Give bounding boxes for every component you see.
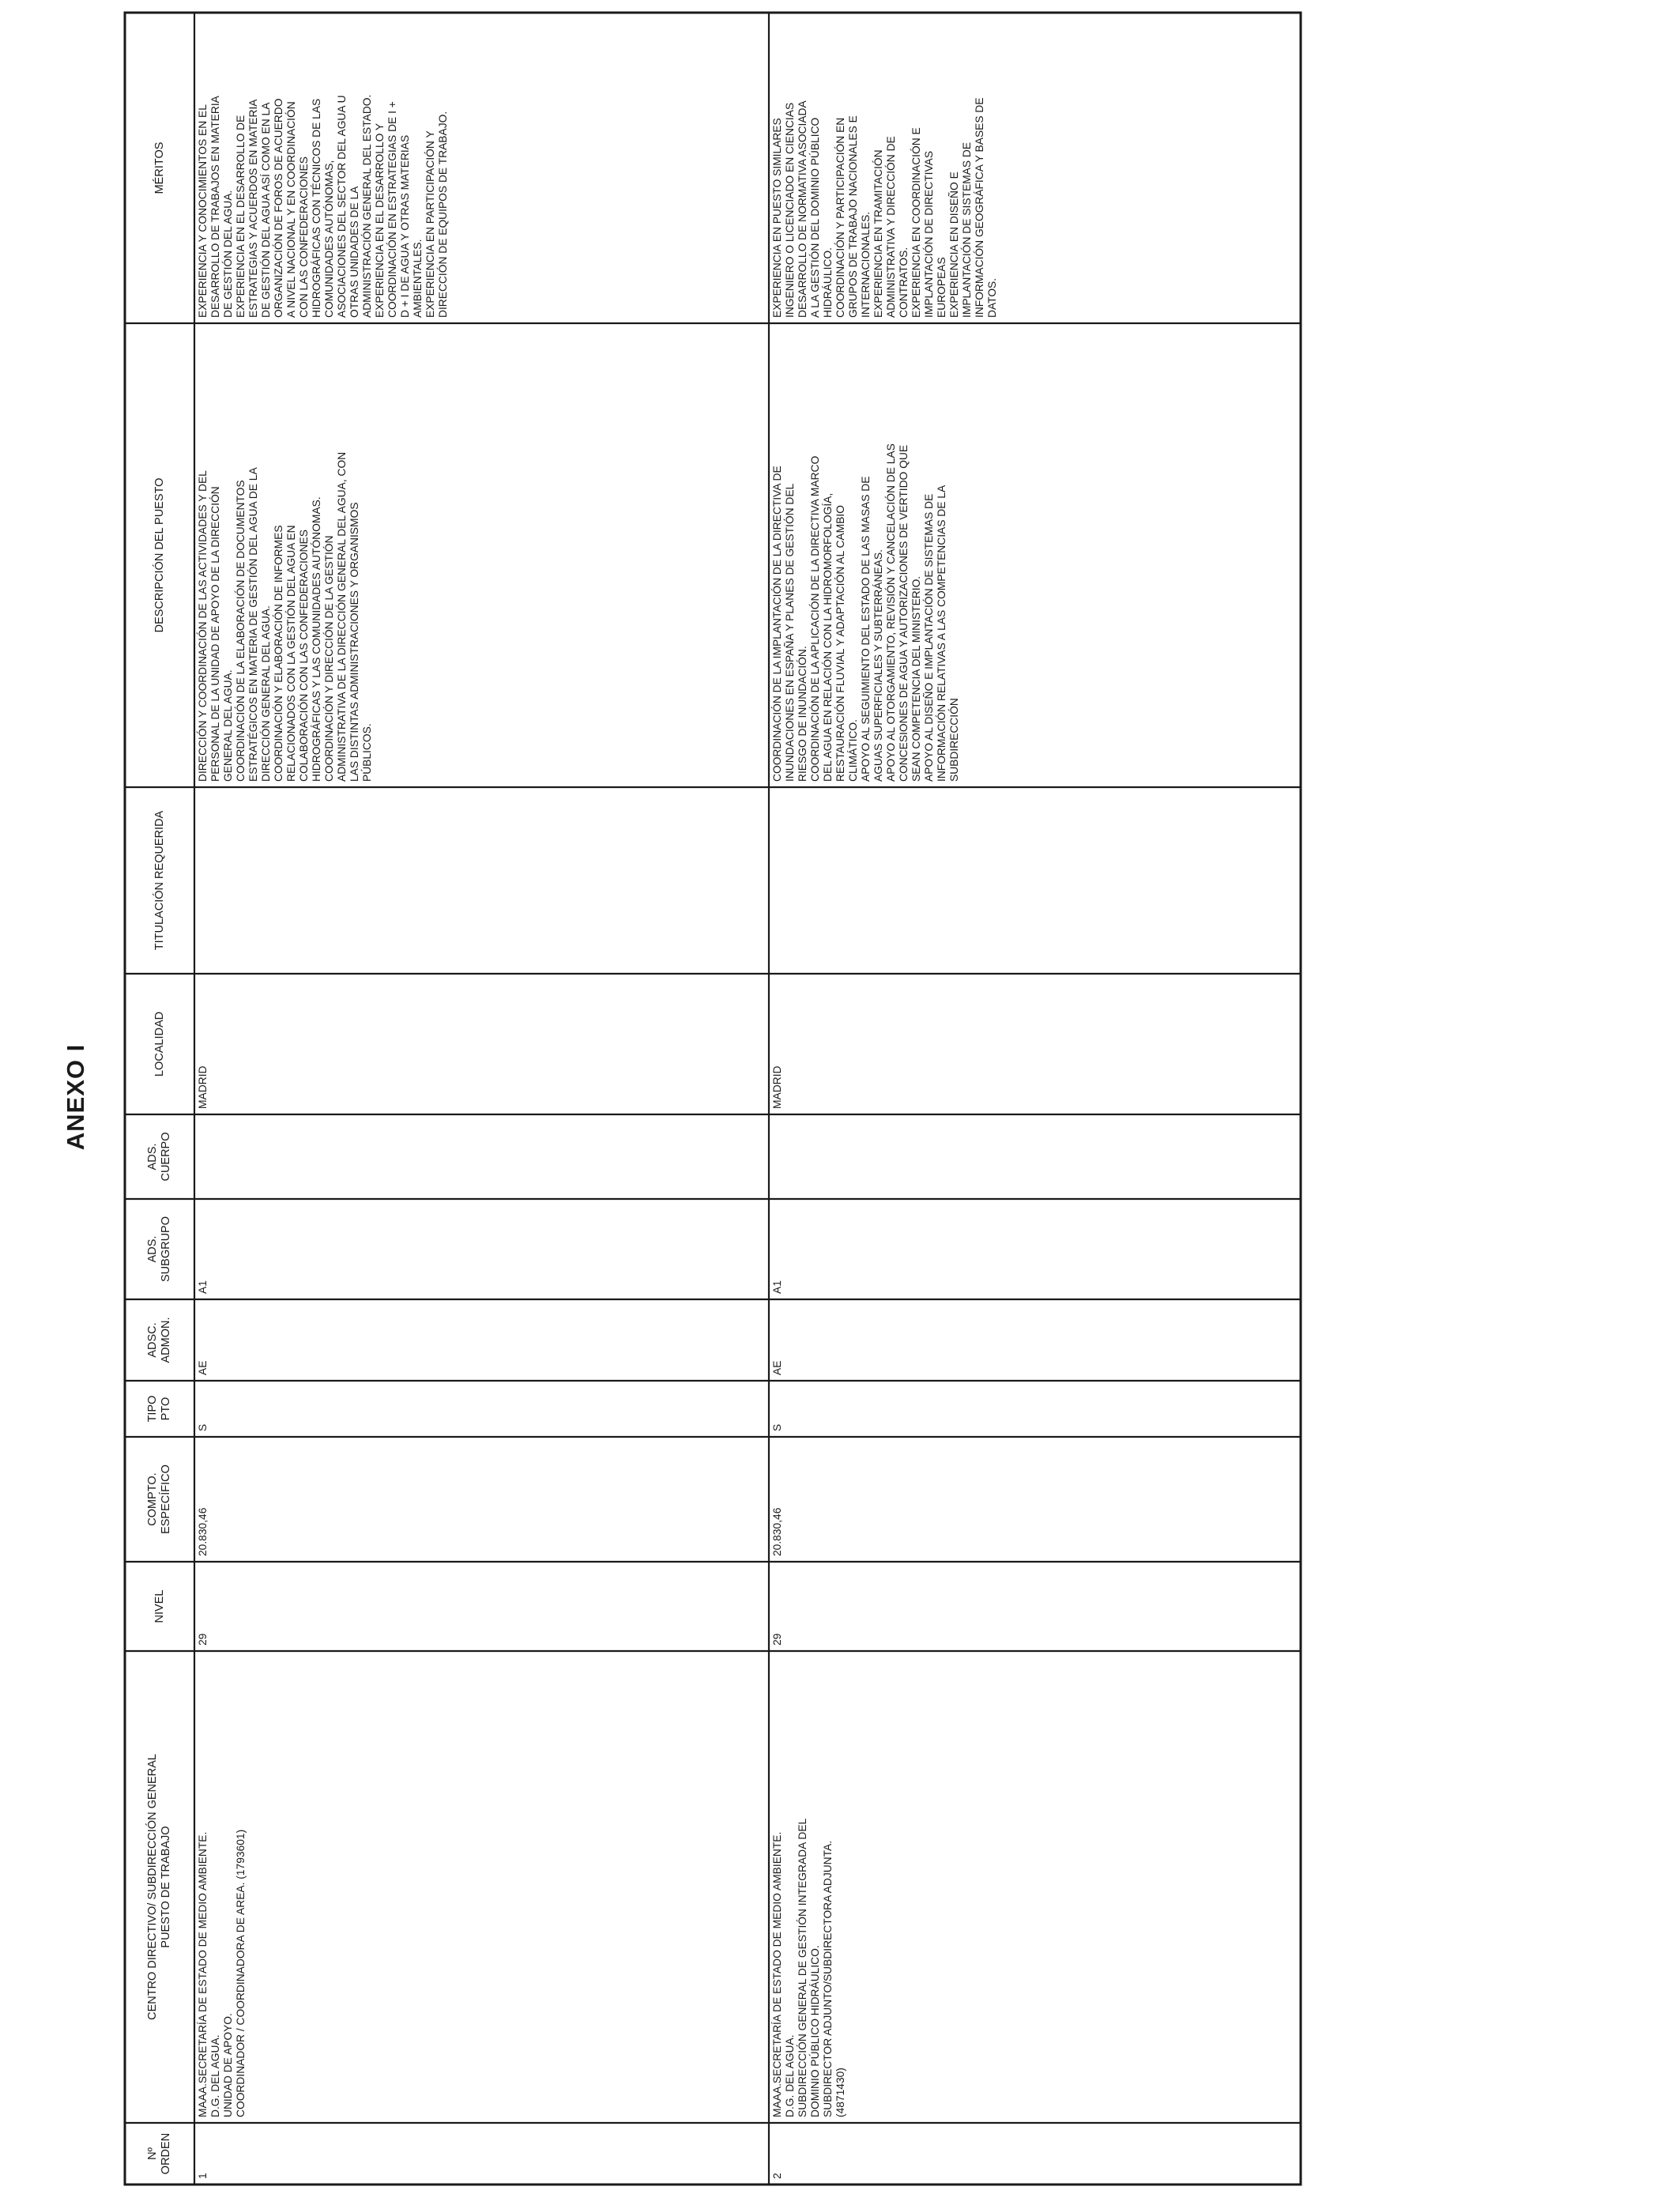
row1-nivel: 29 — [197, 1633, 209, 1646]
header-complemento: COMPTO. ESPECÍFICO — [146, 1465, 172, 1534]
header-orden: Nº ORDEN — [146, 2132, 172, 2175]
row2-nivel: 29 — [771, 1633, 783, 1646]
row1-tipo: S — [197, 1423, 209, 1431]
row1-centro: MAAA.SECRETARÍA DE ESTADO DE MEDIO AMBIENTE. D.G. DEL AGUA. UNIDAD DE APOYO. COORDINADOR / COORDINADORA DE AREA. (1793601) — [197, 1829, 247, 2117]
row1-subgrupo: A1 — [197, 1280, 209, 1294]
page-title: ANEXO I — [62, 1043, 89, 1151]
row1-titulacion — [194, 787, 769, 974]
header-meritos: MÉRITOS — [153, 141, 166, 194]
row1-cuerpo — [194, 1114, 769, 1199]
row1-complemento: 20.830,46 — [197, 1507, 209, 1556]
row2-orden: 2 — [771, 2173, 783, 2179]
row1-orden: 1 — [197, 2173, 209, 2179]
row2-meritos: EXPERIENCIA EN PUESTO SIMILARES INGENIERO O LICENCIADO EN CIENCIAS DESARROLLO DE NORMATIVA ASOCIADA A LA GESTIÓN DEL DOMINIO PÚBLICO HIDRÁULICO. COORDINACIÓN Y PARTICIPACIÓN EN GRUPOS DE TRABAJO NACIONALES E INTERNACIONALES. EXPERIENCIA EN TRAMITACIÓN ADMINISTRATIVA Y DIRECCIÓN DE CONTRATOS. EXPERIENCIA EN COORDINACIÓN E IMPLANTACIÓN DE DIRECTIVAS EUROPEAS EXPERIENCIA EN DISEÑO E IMPLANTACIÓN DE SISTEMAS DE INFORMACIÓN GEOGRÁFICA Y BASES DE DATOS. — [771, 97, 998, 318]
header-subgrupo: ADS. SUBGRUPO — [146, 1216, 172, 1282]
header-centro: CENTRO DIRECTIVO/ SUBDIRECCIÓN GENERAL PUESTO DE TRABAJO — [146, 1754, 172, 2020]
header-adsc-admon: ADSC. ADMON. — [146, 1317, 172, 1363]
row1-adsc-admon: AE — [197, 1360, 209, 1375]
row2-cuerpo — [769, 1114, 1301, 1199]
header-cuerpo: ADS. CUERPO — [146, 1132, 172, 1182]
row2-complemento: 20.830,46 — [771, 1507, 783, 1556]
row2-subgrupo: A1 — [771, 1280, 783, 1294]
row2-centro: MAAA.SECRETARÍA DE ESTADO DE MEDIO AMBIENTE. D.G. DEL AGUA. SUBDIRECCIÓN GENERAL DE GESTIÓN INTEGRADA DEL DOMINIO PÚBLICO HIDRÁULICO. SUBDIRECTOR ADJUNTO/SUBDIRECTORA ADJUNTA. (4871430) — [771, 1818, 846, 2117]
row2-titulacion — [769, 787, 1301, 974]
row2-localidad: MADRID — [771, 1065, 783, 1109]
row2-tipo: S — [771, 1423, 783, 1431]
header-tipo: TIPO PTO — [146, 1395, 172, 1423]
header-nivel: NIVEL — [153, 1589, 166, 1623]
header-titulacion: TITULACIÓN REQUERIDA — [153, 810, 166, 951]
row1-localidad: MADRID — [197, 1065, 209, 1109]
header-descripcion: DESCRIPCIÓN DEL PUESTO — [153, 477, 166, 633]
row1-descripcion: DIRECCIÓN Y COORDINACIÓN DE LAS ACTIVIDADES Y DEL PERSONAL DE LA UNIDAD DE APOYO DE LA DIRECCIÓN GENERAL DEL AGUA. COORDINACIÓN DE LA ELABORACIÓN DE DOCUMENTOS ESTRATÉGICOS EN MATERIA DE GESTIÓN DEL AGUA DE LA DIRECCIÓN GENERAL DEL AGUA. COORDINACIÓN Y ELABORACIÓN DE INFORMES RELACIONADOS CON LA GESTIÓN DEL AGUA EN COLABORACIÓN CON LAS CONFEDERACIONES HIDROGRÁFICAS Y LAS COMUNIDADES AUTÓNOMAS. COORDINACIÓN Y DIRECCIÓN DE LA GESTIÓN ADMINISTRATIVA DE LA DIRECCIÓN GENERAL DEL AGUA, CON LAS DISTINTAS ADMINISTRACIONES Y ORGANISMOS PÚBLICOS. — [197, 451, 373, 782]
row2-adsc-admon: AE — [771, 1360, 783, 1375]
row2-descripcion: COORDINACIÓN DE LA IMPLANTACIÓN DE LA DIRECTIVA DE INUNDACIONES EN ESPAÑA Y PLANES DE GESTIÓN DEL RIESGO DE INUNDACIÓN. COORDINACIÓN DE LA APLICACIÓN DE LA DIRECTIVA MARCO DEL AGUA EN RELACIÓN CON LA HIDROMORFOLOGÍA, RESTAURACIÓN FLUVIAL Y ADAPTACIÓN AL CAMBIO CLIMÁTICO. APOYO AL SEGUIMIENTO DEL ESTADO DE LAS MASAS DE AGUAS SUPERFICIALES Y SUBTERRÁNEAS. APOYO AL OTORGAMIENTO, REVISIÓN Y CANCELACIÓN DE LAS CONCESIONES DE AGUA Y AUTORIZACIONES DE VERTIDO QUE SEAN COMPETENCIA DEL MINISTERIO. APOYO AL DISEÑO E IMPLANTACIÓN DE SISTEMAS DE INFORMACIÓN RELATIVAS A LAS COMPETENCIAS DE LA SUBDIRECCIÓN — [771, 443, 960, 782]
header-localidad: LOCALIDAD — [153, 1011, 166, 1077]
row1-meritos: EXPERIENCIA Y CONOCIMIENTOS EN EL DESARROLLO DE TRABAJOS EN MATERIA DE GESTIÓN DEL AGUA. EXPERIENCIA EN EL DESARROLLO DE ESTRATEGIAS Y ACUERDOS EN MATERIA DE GESTIÓN DEL AGUA ASÍ COMO EN LA ORGANIZACIÓN DE FOROS DE ACUERDO A NIVEL NACIONAL Y EN COORDINACIÓN CON LAS CONFEDERACIONES HIDROGRÁFICAS CON TÉCNICOS DE LAS COMUNIDADES AUTÓNOMAS, ASOCIACIONES DEL SECTOR DEL AGUA U OTRAS UNIDADES DE LA ADMINISTRACIÓN GENERAL DEL ESTADO. EXPERIENCIA EN EL DESARROLLO Y COORDINACIÓN EN ESTRATEGIAS DE I + D + I DE AGUA Y OTRAS MATERIAS AMBIENTALES. EXPERIENCIA EN PARTICIPACIÓN Y DIRECCIÓN DE EQUIPOS DE TRABAJO. — [197, 94, 449, 318]
